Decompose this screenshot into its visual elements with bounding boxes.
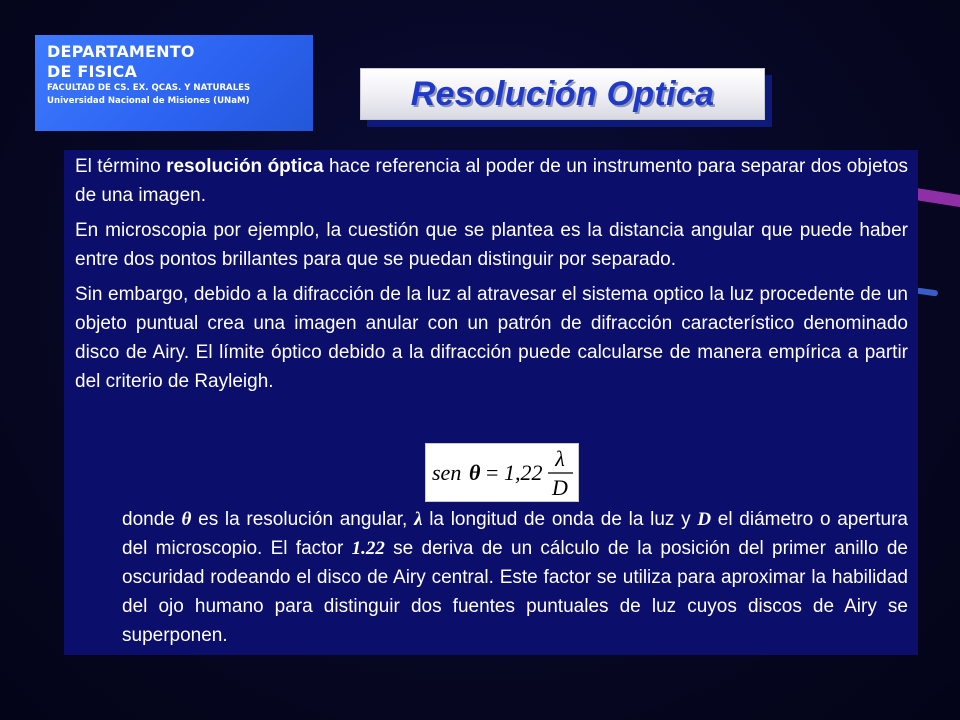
paragraph-diffraction: Sin embargo, debido a la difracción de la luz al atravesar el sistema optico la luz procedente de un objeto puntual crea una imagen anular con un patrón de difracción característico denominado disco de Airy. El límite óptico debido a la difracción puede calcularse de manera empírica a partir del criterio de Rayleigh.	[75, 284, 908, 392]
formula-func: sen	[432, 460, 462, 485]
formula-coefficient: 1,22	[504, 460, 543, 485]
paragraph-definition	[75, 152, 908, 210]
formula-rayleigh	[425, 443, 579, 502]
bold-term: resolución óptica	[166, 156, 324, 177]
department-name-line2: DE FISICA	[47, 62, 138, 81]
paragraph-text: El término	[75, 156, 167, 177]
explanation-text: es la resolución angular,	[191, 509, 415, 530]
formula-equals: =	[486, 460, 499, 485]
symbol-theta: θ	[181, 509, 192, 530]
body-text	[75, 152, 908, 402]
department-name-line1: DEPARTAMENTO	[47, 42, 195, 61]
explanation-text: la longitud de onda de la luz y	[422, 509, 698, 530]
formula-graphic	[426, 444, 578, 501]
formula-denominator: D	[552, 475, 568, 500]
paragraph-microscopy: En microscopia por ejemplo, la cuestión que se plantea es la distancia angular que puede haber entre dos pontos brillantes para que se puedan distinguir por separado.	[75, 220, 908, 270]
decorative-stroke	[911, 188, 960, 209]
explanation-text: donde	[122, 509, 182, 530]
symbol-factor: 1.22	[351, 538, 385, 559]
explanation-text: se deriva de un cálculo de la posición del primer anillo de oscuridad rodeando el disco de Airy central. Este factor se utiliza para aproximar la habilidad del ojo humano para distinguir dos fuentes puntuales de luz cuyos discos de Airy se superponen.	[122, 538, 908, 646]
faculty-name: FACULTAD DE CS. EX. QCAS. Y NATURALES	[47, 83, 251, 93]
formula-numerator: λ	[555, 446, 565, 471]
slide-title: Resolución Optica	[410, 74, 715, 113]
university-name: Universidad Nacional de Misiones (UNaM)	[47, 96, 250, 106]
title-banner	[360, 68, 765, 120]
paragraph-text: hace referencia al poder de un instrumento para separar dos objetos de una imagen.	[75, 156, 909, 206]
formula-theta: θ	[469, 460, 481, 485]
department-badge	[35, 35, 313, 131]
decorative-stroke	[916, 287, 939, 296]
explanation-text: el diámetro o apertura del microscopio. El factor	[122, 509, 908, 559]
formula-explanation	[122, 505, 908, 650]
symbol-lambda: λ	[414, 509, 423, 530]
symbol-d: D	[697, 509, 712, 530]
